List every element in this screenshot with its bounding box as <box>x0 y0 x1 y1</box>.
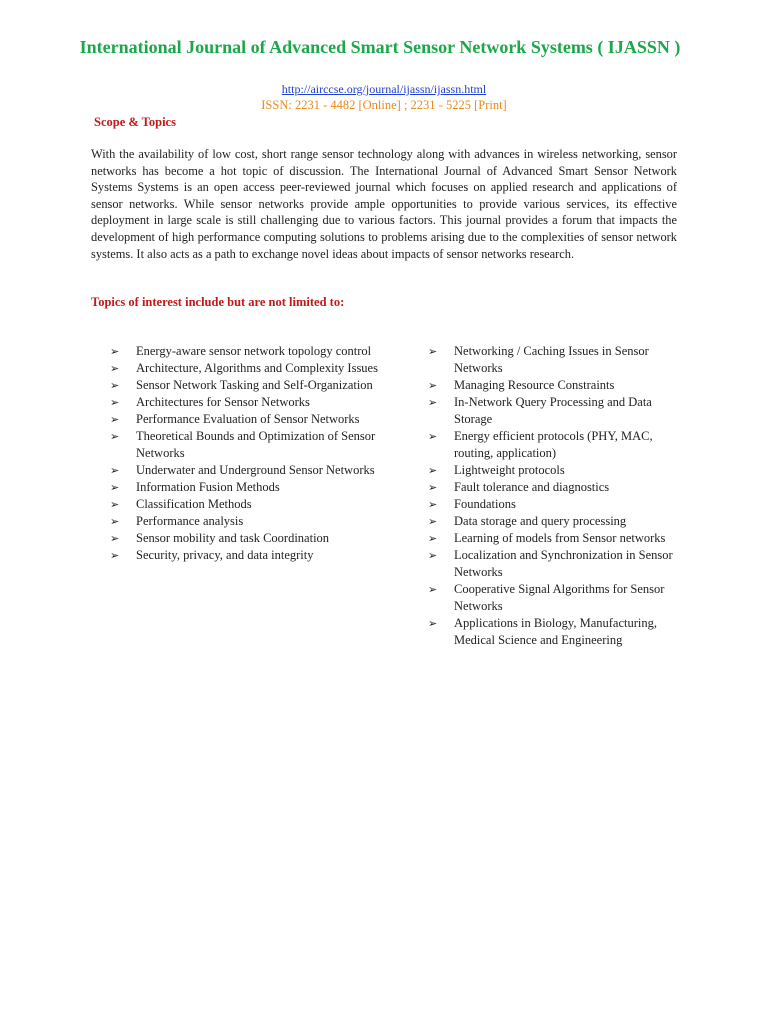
topic-item <box>428 377 688 394</box>
arrowhead-bullet-icon: ➢ <box>110 413 120 426</box>
topic-item <box>428 581 688 615</box>
topic-item-label: Lightweight protocols <box>454 463 565 477</box>
journal-url <box>60 82 708 97</box>
topic-item <box>428 394 688 428</box>
topic-item <box>110 462 380 479</box>
topic-item <box>110 428 380 462</box>
topic-item-label: Sensor Network Tasking and Self-Organization <box>136 378 373 392</box>
arrowhead-bullet-icon: ➢ <box>428 481 438 494</box>
topic-item <box>110 496 380 513</box>
topic-item-label: Underwater and Underground Sensor Networks <box>136 463 375 477</box>
topic-item-label: Localization and Synchronization in Sensor Networks <box>454 548 673 579</box>
topic-item <box>428 428 688 462</box>
topic-item <box>110 360 380 377</box>
topic-item <box>428 513 688 530</box>
arrowhead-bullet-icon: ➢ <box>428 430 438 443</box>
arrowhead-bullet-icon: ➢ <box>110 532 120 545</box>
topic-item-label: Classification Methods <box>136 497 252 511</box>
topic-item-label: Architecture, Algorithms and Complexity Issues <box>136 361 378 375</box>
topic-item-label: Applications in Biology, Manufacturing, Medical Science and Engineering <box>454 616 657 647</box>
topic-item <box>428 343 688 377</box>
topics-list-left <box>110 343 380 564</box>
arrowhead-bullet-icon: ➢ <box>110 464 120 477</box>
topic-item <box>428 530 688 547</box>
topic-item-label: Information Fusion Methods <box>136 480 280 494</box>
arrowhead-bullet-icon: ➢ <box>428 379 438 392</box>
topic-item-label: Foundations <box>454 497 516 511</box>
arrowhead-bullet-icon: ➢ <box>428 549 438 562</box>
topic-item <box>428 547 688 581</box>
topic-item-label: Performance Evaluation of Sensor Networks <box>136 412 360 426</box>
arrowhead-bullet-icon: ➢ <box>110 515 120 528</box>
topic-item <box>110 479 380 496</box>
topic-item <box>110 394 380 411</box>
topic-item-label: Energy-aware sensor network topology control <box>136 344 372 358</box>
journal-url-link[interactable]: http://airccse.org/journal/ijassn/ijassn.html <box>281 82 487 96</box>
topic-item <box>110 377 380 394</box>
arrowhead-bullet-icon: ➢ <box>110 345 120 358</box>
arrowhead-bullet-icon: ➢ <box>428 396 438 409</box>
topic-item <box>428 479 688 496</box>
topic-item-label: Security, privacy, and data integrity <box>136 548 314 562</box>
arrowhead-bullet-icon: ➢ <box>428 583 438 596</box>
issn-line: ISSN: 2231 - 4482 [Online] ; 2231 - 5225 [Print] <box>261 98 507 112</box>
topic-item <box>428 462 688 479</box>
topic-item <box>110 411 380 428</box>
topic-item <box>428 496 688 513</box>
arrowhead-bullet-icon: ➢ <box>428 464 438 477</box>
intro-paragraph: With the availability of low cost, short range sensor technology along with advances in wireless networking, sensor networks has become a hot topic of discussion. The International Journal of Advanced Smart Sensor Network Systems Systems is an open access peer-reviewed journal which focuses on applied research and applications of sensor networks. While sensor networks provide ample opportunities to provide various services, its effective deployment in large scale is still challenging due to various factors. This journal provides a forum that impacts the development of high performance computing solutions to problems arising due to the complexities of sensor network systems. It also acts as a path to exchange novel ideas about impacts of sensor networks research. <box>91 147 677 261</box>
topic-item-label: Theoretical Bounds and Optimization of Sensor Networks <box>136 429 376 460</box>
topic-item <box>110 343 380 360</box>
topic-item-label: Performance analysis <box>136 514 244 528</box>
topic-item-label: Learning of models from Sensor networks <box>454 531 666 545</box>
topic-item-label: Networking / Caching Issues in Sensor Networks <box>454 344 649 375</box>
topic-item-label: Data storage and query processing <box>454 514 627 528</box>
arrowhead-bullet-icon: ➢ <box>110 396 120 409</box>
topic-item-label: In-Network Query Processing and Data Storage <box>454 395 652 426</box>
arrowhead-bullet-icon: ➢ <box>428 498 438 511</box>
topics-heading: Topics of interest include but are not limited to: <box>91 295 345 309</box>
topic-item-label: Sensor mobility and task Coordination <box>136 531 330 545</box>
topic-item-label: Fault tolerance and diagnostics <box>454 480 610 494</box>
journal-title: International Journal of Advanced Smart Sensor Network Systems ( IJASSN ) <box>79 37 681 57</box>
topic-item-label: Architectures for Sensor Networks <box>136 395 310 409</box>
topic-item <box>110 513 380 530</box>
topic-item <box>428 615 688 649</box>
arrowhead-bullet-icon: ➢ <box>428 515 438 528</box>
arrowhead-bullet-icon: ➢ <box>428 345 438 358</box>
topic-item <box>110 530 380 547</box>
arrowhead-bullet-icon: ➢ <box>110 481 120 494</box>
arrowhead-bullet-icon: ➢ <box>428 617 438 630</box>
arrowhead-bullet-icon: ➢ <box>110 362 120 375</box>
topics-list-right <box>428 343 688 649</box>
scope-heading: Scope & Topics <box>94 115 176 129</box>
topic-item-label: Energy efficient protocols (PHY, MAC, routing, application) <box>454 429 653 460</box>
arrowhead-bullet-icon: ➢ <box>110 379 120 392</box>
arrowhead-bullet-icon: ➢ <box>110 498 120 511</box>
topic-item-label: Cooperative Signal Algorithms for Sensor Networks <box>454 582 665 613</box>
arrowhead-bullet-icon: ➢ <box>110 549 120 562</box>
arrowhead-bullet-icon: ➢ <box>428 532 438 545</box>
arrowhead-bullet-icon: ➢ <box>110 430 120 443</box>
topic-item <box>110 547 380 564</box>
topic-item-label: Managing Resource Constraints <box>454 378 615 392</box>
